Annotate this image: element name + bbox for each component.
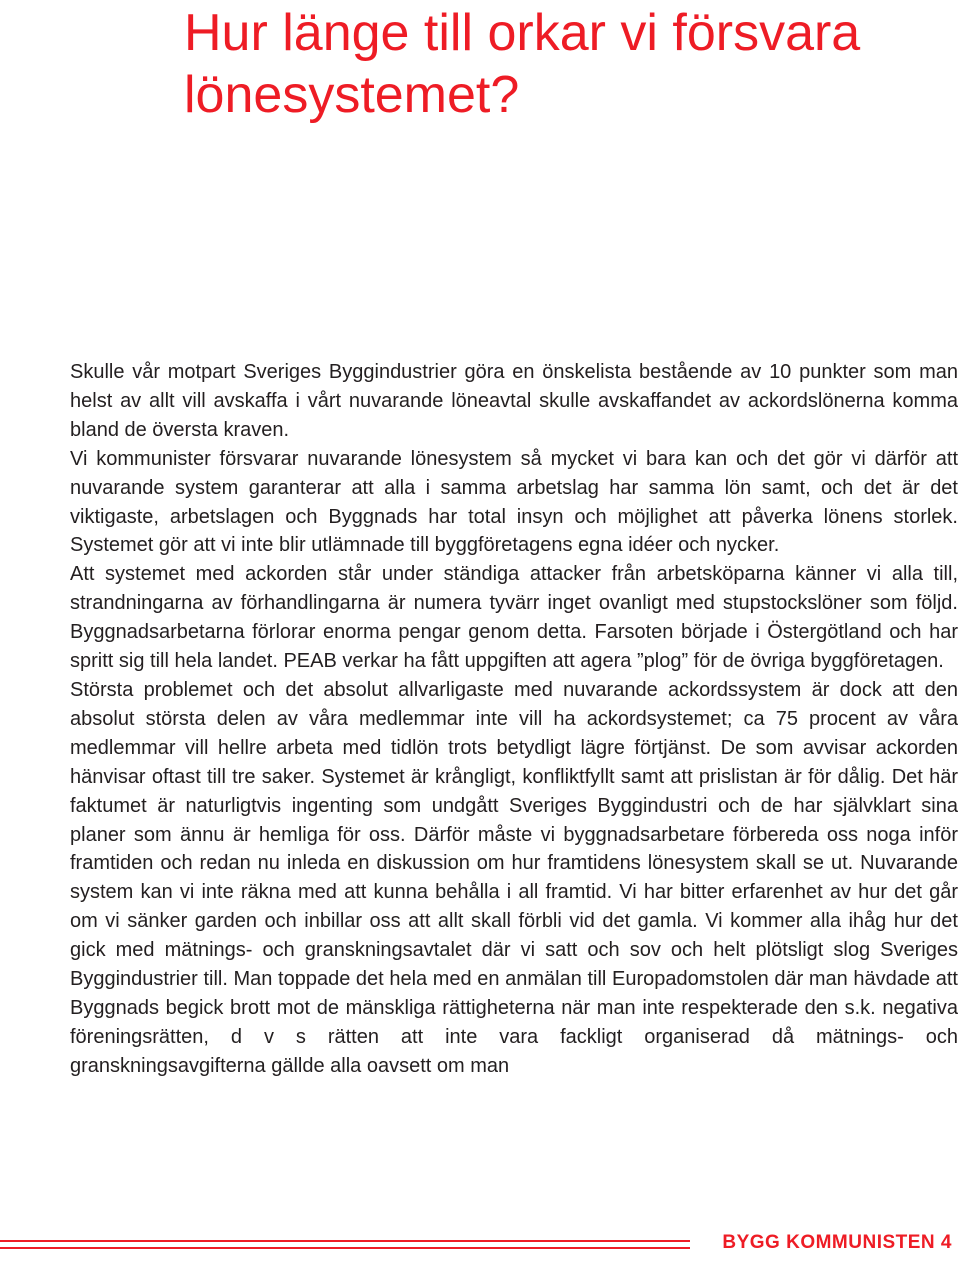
paragraph-4: Största problemet och det absolut allvarligaste med nuvarande ackordssystem är dock att den absolut största delen av våra medlemmar inte vill ha ackordsystemet; ca 75 procent av våra medlemmar vill hellre arbeta med tidlön trots betydligt lägre förtjänst. De som avvisar ackorden hänvisar oftast till tre saker. Systemet är krångligt, konfliktfyllt samt att prislistan är för dålig. Det här faktumet är naturligtvis ingenting som undgått Sveriges Byggindustri och de har självklart sina planer som ännu är hemliga för oss. Därför måste vi byggnadsarbetare förbereda oss noga inför framtiden och redan nu inleda en diskussion om hur framtidens lönesystem skall se ut. Nuvarande system kan vi inte räkna med att kunna behålla i all framtid. Vi har bitter erfarenhet av hur det går om vi sänker garden och inbillar oss att allt skall förbli vid det gamla. Vi kommer alla ihåg hur det gick med mätnings- och granskningsavtalet där vi satt och sov och helt plötsligt slog Sveriges Byggindustrier till. Man toppade det hela med en anmälan till Europadomstolen där man hävdade att Byggnads begick brott mot de mänskliga rättigheterna när man inte respekterade den s.k. negativa föreningsrätten, d v s rätten att inte vara fackligt organiserad då mätnings- och granskningsavgifterna gällde alla oavsett om man	[70, 678, 958, 1077]
paragraph-1: Skulle vår motpart Sveriges Byggindustrier göra en önskelista bestående av 10 punkter som man helst av allt vill avskaffa i vårt nuvarande löneavtal skulle avskaffandet av ackordslönerna komma bland de översta kraven.	[70, 361, 958, 441]
page-footer	[0, 1228, 960, 1262]
article-body	[70, 358, 958, 1081]
article-title: Hur länge till orkar vi försvara lönesystemet?	[184, 4, 861, 124]
footer-rule-top	[0, 1240, 690, 1242]
paragraph-2: Vi kommunister försvarar nuvarande lönesystem så mycket vi bara kan och det gör vi därför att nuvarande system garanterar att alla i samma arbetslag har samma lön samt, och det är det viktigaste, arbetslagen och Byggnads har total insyn och möjlighet att påverka lönens storlek. Systemet gör att vi inte blir utlämnade till byggföretagens egna idéer och nycker.	[70, 447, 958, 557]
footer-rule-bottom	[0, 1247, 690, 1249]
paragraph-3: Att systemet med ackorden står under ständiga attacker från arbetsköparna känner vi alla till, strandningarna av förhandlingarna är numera tyvärr inget ovanligt med stupstockslöner som följd. Byggnadsarbetarna förlorar enorma pengar genom detta. Farsoten började i Östergötland och har spritt sig till hela landet. PEAB verkar ha fått uppgiften att agera ”plog” för de övriga byggföretagen.	[70, 563, 958, 673]
footer-publication-label: BYGG KOMMUNISTEN 4	[722, 1232, 952, 1253]
